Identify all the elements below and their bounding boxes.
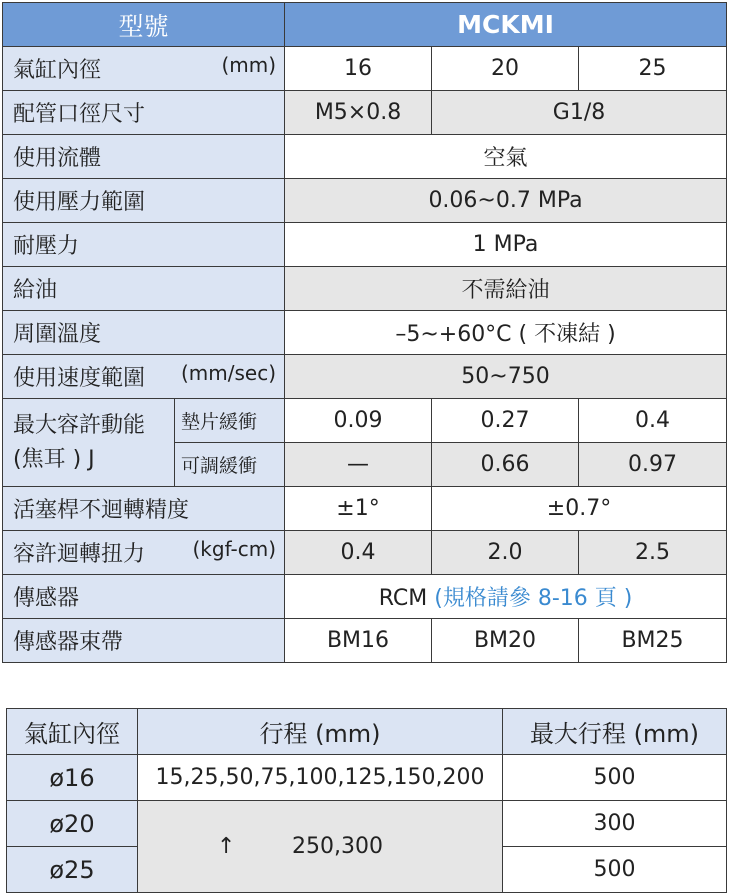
table-row — [7, 755, 727, 801]
bore-label-text: 氣缸內徑 — [13, 58, 102, 83]
stroke-max-20: 300 — [503, 801, 727, 847]
torque-16: 0.4 — [285, 531, 432, 575]
proof-value: 1 MPa — [285, 223, 727, 267]
speed-value: 50~750 — [285, 355, 727, 399]
sensor-value — [285, 575, 727, 619]
sensor-page-reference[interactable]: (規格請參 8-16 頁 ) — [434, 586, 633, 611]
cushion-pad-16: 0.09 — [285, 399, 432, 443]
stroke-header-stroke: 行程 (mm) — [138, 709, 503, 755]
band-label: 傳感器束帶 — [3, 619, 285, 663]
lube-row — [3, 267, 727, 311]
model-name: MCKMI — [285, 3, 727, 47]
band-20: BM20 — [432, 619, 579, 663]
port-label: 配管口徑尺寸 — [3, 91, 285, 135]
torque-unit: (kgf-cm) — [192, 537, 277, 561]
torque-label-text: 容許迴轉扭力 — [13, 542, 146, 567]
torque-row — [3, 531, 727, 575]
model-header-label: 型號 — [3, 3, 285, 47]
stroke-bore-20: ø20 — [7, 801, 138, 847]
energy-label-line1: 最大容許動能 — [13, 412, 146, 438]
bore-20: 20 — [432, 47, 579, 91]
bore-16: 16 — [285, 47, 432, 91]
fluid-value: 空氣 — [285, 135, 727, 179]
stroke-list-20-25 — [138, 801, 503, 893]
torque-20: 2.0 — [432, 531, 579, 575]
stroke-header-max: 最大行程 (mm) — [503, 709, 727, 755]
stroke-bore-16: ø16 — [7, 755, 138, 801]
port-g18: G1/8 — [432, 91, 727, 135]
rotation-20-25: ±0.7° — [432, 487, 727, 531]
stroke-max-25: 500 — [503, 847, 727, 893]
cushion-adj-20: 0.66 — [432, 443, 579, 487]
table-row — [7, 801, 727, 847]
bore-unit: (mm) — [221, 53, 277, 77]
temp-row — [3, 311, 727, 355]
pressure-value: 0.06~0.7 MPa — [285, 179, 727, 223]
lube-label: 給油 — [3, 267, 285, 311]
proof-label: 耐壓力 — [3, 223, 285, 267]
proof-row — [3, 223, 727, 267]
stroke-bore-25: ø25 — [7, 847, 138, 893]
fluid-label: 使用流體 — [3, 135, 285, 179]
fluid-row — [3, 135, 727, 179]
energy-label — [3, 399, 175, 487]
speed-label-text: 使用速度範圍 — [13, 366, 146, 391]
cushion-pad-label: 墊片緩衝 — [175, 399, 285, 443]
up-arrow-icon: ↑ — [217, 834, 236, 859]
port-row — [3, 91, 727, 135]
band-25: BM25 — [579, 619, 727, 663]
pressure-label: 使用壓力範圍 — [3, 179, 285, 223]
energy-row-pad — [3, 399, 727, 443]
pressure-row — [3, 179, 727, 223]
speed-row — [3, 355, 727, 399]
energy-label-line2: (焦耳 ) J — [13, 446, 95, 472]
cushion-adj-16: — — [285, 443, 432, 487]
temp-label: 周圍溫度 — [3, 311, 285, 355]
stroke-table — [6, 708, 727, 893]
sensor-model: RCM — [378, 586, 428, 611]
stroke-max-16: 500 — [503, 755, 727, 801]
lube-value: 不需給油 — [285, 267, 727, 311]
stroke-header-row — [7, 709, 727, 755]
stroke-list-20-25-text: 250,300 — [292, 834, 383, 859]
rotation-label: 活塞桿不迴轉精度 — [3, 487, 285, 531]
torque-25: 2.5 — [579, 531, 727, 575]
cushion-adj-25: 0.97 — [579, 443, 727, 487]
band-16: BM16 — [285, 619, 432, 663]
speed-label — [3, 355, 285, 399]
cushion-adj-label: 可調緩衝 — [175, 443, 285, 487]
bore-row — [3, 47, 727, 91]
stroke-header-bore: 氣缸內徑 — [7, 709, 138, 755]
temp-value: –5~+60°C ( 不凍結 ) — [285, 311, 727, 355]
cushion-pad-25: 0.4 — [579, 399, 727, 443]
sensor-label: 傳感器 — [3, 575, 285, 619]
bore-label — [3, 47, 285, 91]
torque-label — [3, 531, 285, 575]
port-m5: M5×0.8 — [285, 91, 432, 135]
rotation-row — [3, 487, 727, 531]
band-row — [3, 619, 727, 663]
stroke-list-16: 15,25,50,75,100,125,150,200 — [138, 755, 503, 801]
rotation-16: ±1° — [285, 487, 432, 531]
bore-25: 25 — [579, 47, 727, 91]
cushion-pad-20: 0.27 — [432, 399, 579, 443]
header-row — [3, 3, 727, 47]
spec-table — [2, 2, 727, 663]
sensor-row — [3, 575, 727, 619]
speed-unit: (mm/sec) — [180, 361, 277, 385]
